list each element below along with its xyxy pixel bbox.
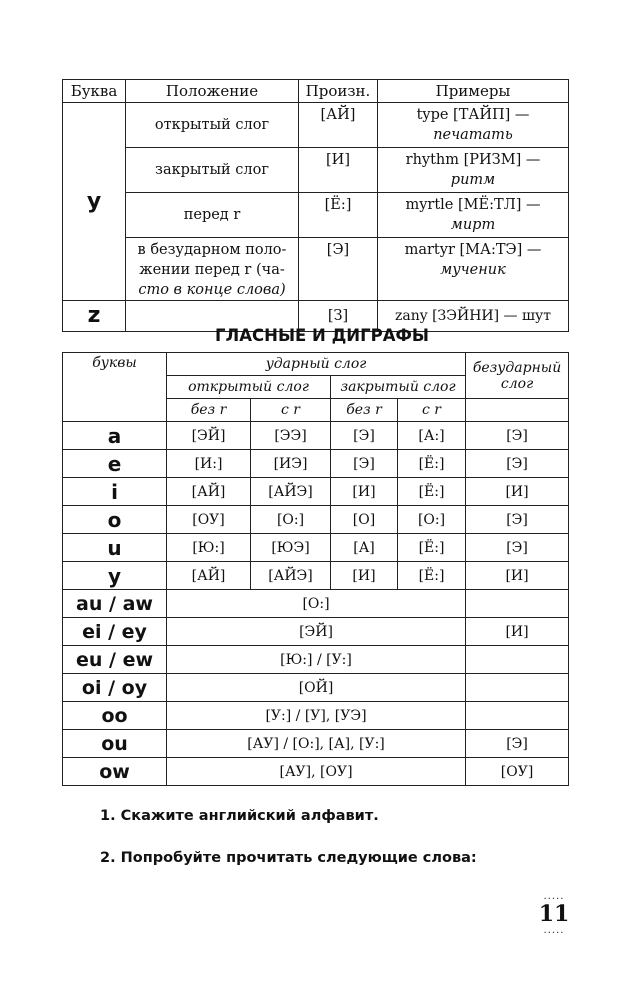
table-row [63,534,569,562]
pronunciation-cell: [АЙ] [167,562,251,590]
header-without-r: без r [331,399,398,422]
letter-rows [63,422,569,590]
example-translation: мирт [450,217,496,233]
unstressed-pronunciation-cell: [И] [466,618,569,646]
page-number-dots-top: ..... [543,891,565,902]
table-row [63,562,569,590]
table-row [63,478,569,506]
table-row [63,590,569,618]
unstressed-pronunciation-cell: [Э] [466,730,569,758]
pronunciation-cell: [И] [331,562,398,590]
letter-cell: u [63,534,167,562]
unstressed-pronunciation-cell [466,590,569,618]
digraph-cell: oo [63,702,167,730]
stressed-pronunciation-cell: [Ю:] / [У:] [167,646,466,674]
example-word: rhythm [РИЗМ] — [405,152,541,168]
table-row [63,103,569,148]
pronunciation-cell: [Э] [466,450,569,478]
pronunciation-cell: [АЙ] [299,103,378,148]
example-cell: zany [ЗЭЙНИ] — шут [378,301,569,332]
header-unstressed [466,353,569,399]
pronunciation-cell: [Э] [466,422,569,450]
table-row [63,730,569,758]
pronunciation-cell: [АЙЭ] [251,478,331,506]
table-header-row [63,353,569,376]
page-number-box [537,893,571,935]
pronunciation-cell: [И] [299,148,378,193]
position-line: жении перед r (ча- [139,262,285,278]
pronunciation-cell: [И] [466,562,569,590]
unstressed-pronunciation-cell [466,674,569,702]
position-cell: открытый слог [126,103,299,148]
header-closed-syllable: закрытый слог [331,376,466,399]
header-position: Положение [126,80,299,103]
header-examples: Примеры [378,80,569,103]
pronunciation-cell: [ОУ] [167,506,251,534]
digraph-cell: ou [63,730,167,758]
unstressed-pronunciation-cell: [ОУ] [466,758,569,786]
pronunciation-cell: [АЙ] [167,478,251,506]
pronunciation-cell: [О:] [251,506,331,534]
pronunciation-cell: [Э] [331,422,398,450]
vowels-table [62,352,569,786]
unstressed-pronunciation-cell [466,702,569,730]
example-cell [378,103,569,148]
table-row [63,450,569,478]
header-unstressed-line: слог [500,375,534,392]
pronunciation-cell: [Ё:] [398,534,466,562]
table-row [63,238,569,301]
pronunciation-cell: [АЙЭ] [251,562,331,590]
position-line: в безударном поло- [137,242,287,258]
pronunciation-cell: [Ё:] [299,193,378,238]
table-header-row [63,80,569,103]
digraph-cell: ow [63,758,167,786]
pronunciation-cell: [Э] [331,450,398,478]
digraph-cell: au / aw [63,590,167,618]
stressed-pronunciation-cell: [ЭЙ] [167,618,466,646]
example-translation: печатать [433,127,513,143]
page-number: 11 [538,901,570,927]
pronunciation-cell: [О:] [398,506,466,534]
digraph-cell: eu / ew [63,646,167,674]
header-with-r: с r [251,399,331,422]
pronunciation-cell: [Э] [466,506,569,534]
stressed-pronunciation-cell: [АУ] / [О:], [А], [У:] [167,730,466,758]
header-open-syllable: открытый слог [167,376,331,399]
pronunciation-cell: [ЭЙ] [167,422,251,450]
position-line: сто в конце слова) [138,282,286,298]
table-row [63,148,569,193]
digraph-rows [63,590,569,786]
task-1: 1. Скажите английский алфавит. [100,808,379,824]
letter-cell: e [63,450,167,478]
pronunciation-cell: [А:] [398,422,466,450]
header-letters: буквы [63,353,167,422]
letter-cell: y [63,562,167,590]
position-cell [126,238,299,301]
letter-cell: i [63,478,167,506]
header-empty-cell [466,399,569,422]
example-word: type [ТАЙП] — [416,107,530,123]
table-row [63,674,569,702]
pronunciation-cell: [И] [331,478,398,506]
pronunciation-cell: [Э] [466,534,569,562]
pronunciation-cell: [Ё:] [398,478,466,506]
letter-cell: a [63,422,167,450]
table-row [63,758,569,786]
header-with-r: с r [398,399,466,422]
header-letter: Буква [63,80,126,103]
page-number-dots-bottom: ..... [543,925,565,936]
pronunciation-cell: [Ю:] [167,534,251,562]
pronunciation-cell: [Ё:] [398,450,466,478]
pronunciation-cell: [И] [466,478,569,506]
consonant-table [62,79,569,332]
example-translation: мученик [440,262,506,278]
section-heading: ГЛАСНЫЕ И ДИГРАФЫ [215,326,429,345]
example-translation: ритм [450,172,496,188]
letter-z-cell: z [63,301,126,332]
pronunciation-cell: [ИЭ] [251,450,331,478]
header-without-r: без r [167,399,251,422]
example-cell [378,148,569,193]
pronunciation-cell: [Э] [299,238,378,301]
table-row [63,193,569,238]
stressed-pronunciation-cell: [АУ], [ОУ] [167,758,466,786]
unstressed-pronunciation-cell [466,646,569,674]
stressed-pronunciation-cell: [ОЙ] [167,674,466,702]
header-pronunciation: Произн. [299,80,378,103]
table-row [63,646,569,674]
example-cell [378,193,569,238]
pronunciation-cell: [З] [299,301,378,332]
pronunciation-cell: [О] [331,506,398,534]
table-row [63,506,569,534]
pronunciation-cell: [Ё:] [398,562,466,590]
stressed-pronunciation-cell: [О:] [167,590,466,618]
task-2: 2. Попробуйте прочитать следующие слова: [100,850,477,866]
example-word: martyr [МА:ТЭ] — [404,242,542,258]
position-cell: закрытый слог [126,148,299,193]
letter-y-cell: y [63,103,126,301]
digraph-cell: ei / ey [63,618,167,646]
pronunciation-cell: [А] [331,534,398,562]
header-unstressed-line: безударный [472,359,562,376]
table-row [63,422,569,450]
header-stressed: ударный слог [167,353,466,376]
example-word: myrtle [МЁ:ТЛ] — [405,197,541,213]
digraph-cell: oi / oy [63,674,167,702]
pronunciation-cell: [ЮЭ] [251,534,331,562]
pronunciation-cell: [ЭЭ] [251,422,331,450]
table-row [63,702,569,730]
letter-cell: o [63,506,167,534]
example-cell [378,238,569,301]
table-row [63,618,569,646]
stressed-pronunciation-cell: [У:] / [У], [УЭ] [167,702,466,730]
pronunciation-cell: [И:] [167,450,251,478]
position-cell: перед r [126,193,299,238]
